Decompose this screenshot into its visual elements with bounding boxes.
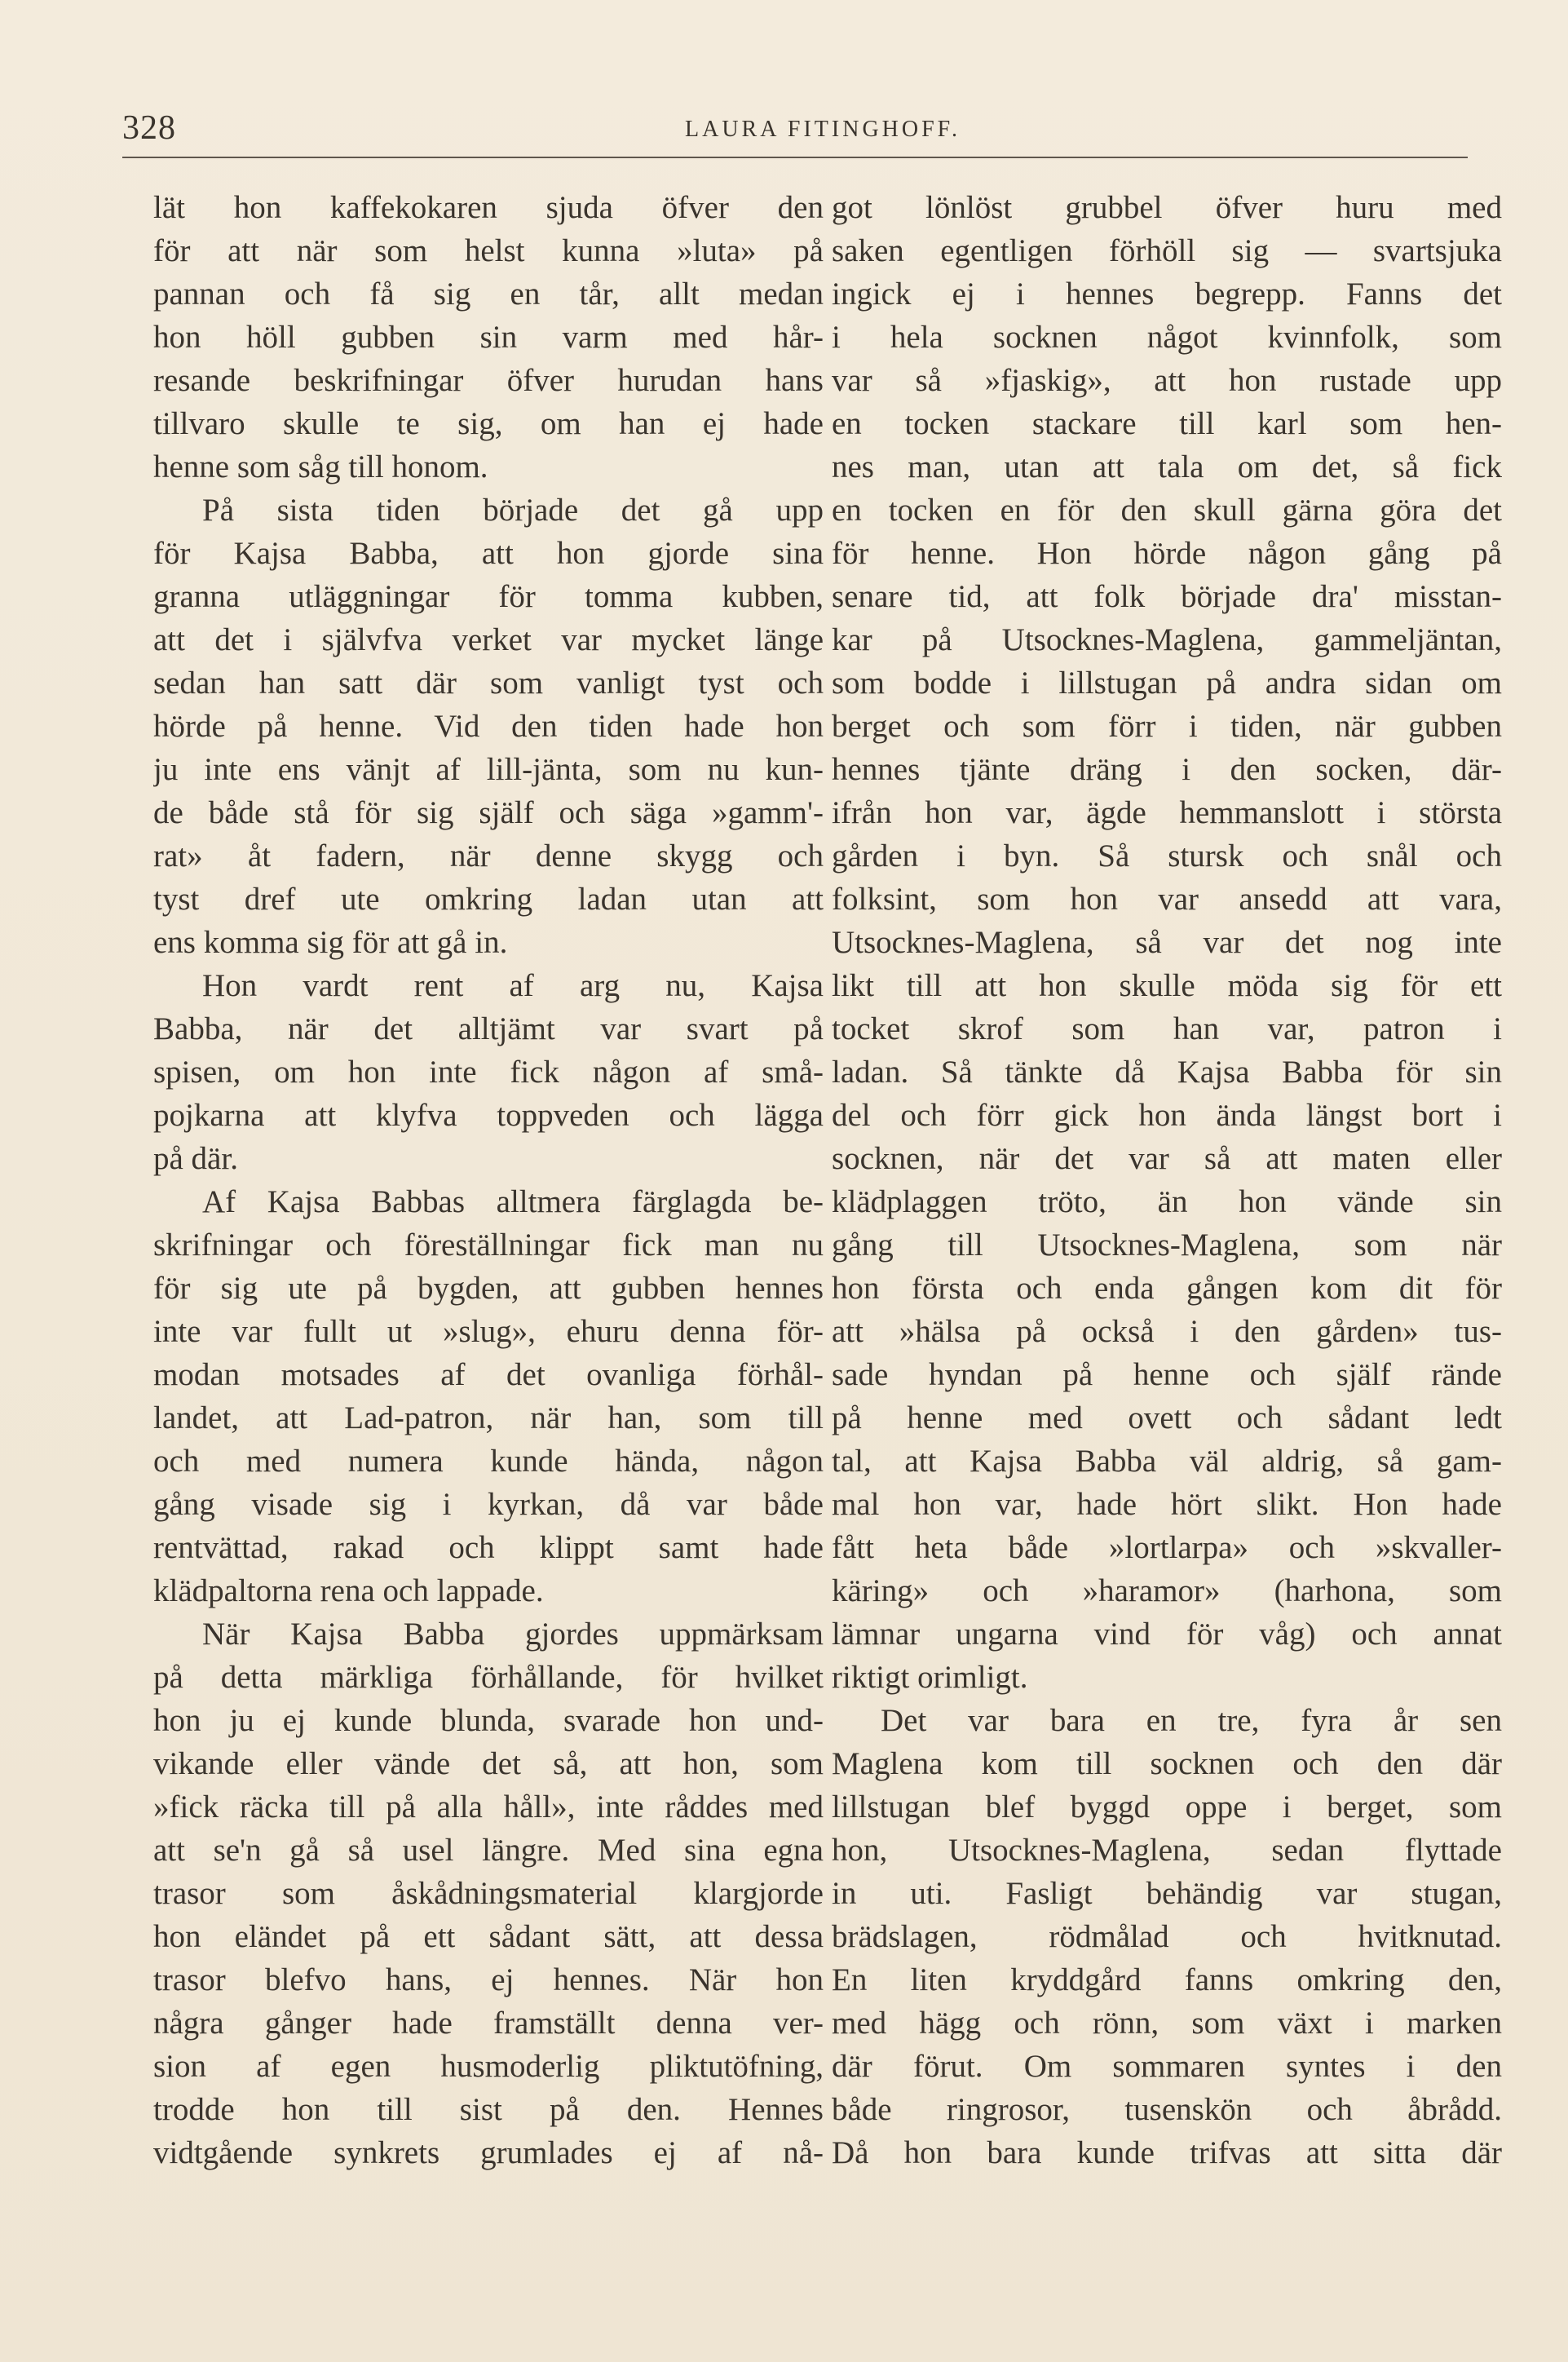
text-line: pannan och få sig en tår, allt medan bbox=[153, 276, 824, 312]
text-line: sion af egen husmoderlig pliktutöfning, bbox=[153, 2049, 824, 2084]
text-line: ladan. Så tänkte då Kajsa Babba för sin bbox=[832, 1055, 1502, 1090]
text-line: berget och som förr i tiden, när gubben bbox=[832, 709, 1502, 744]
text-line: nes man, utan att tala om det, så fick bbox=[832, 449, 1502, 484]
text-line: saken egentligen förhöll sig — svartsjuka bbox=[832, 233, 1502, 268]
text-line: klädplaggen tröto, än hon vände sin bbox=[832, 1184, 1502, 1219]
text-line: trodde hon till sist på den. Hennes bbox=[153, 2092, 824, 2127]
text-line: På sista tiden började det gå upp bbox=[202, 493, 824, 528]
text-line: brädslagen, rödmålad och hvitknutad. bbox=[832, 1919, 1502, 1954]
text-line: fått heta både »lortlarpa» och »skvaller- bbox=[832, 1530, 1502, 1565]
text-line: resande beskrifningar öfver hurudan hans bbox=[153, 363, 824, 398]
text-line: ju inte ens vänjt af lill-jänta, som nu kun- bbox=[153, 752, 824, 787]
text-line: gården i byn. Så stursk och snål och bbox=[832, 838, 1502, 874]
text-line: granna utläggningar för tomma kubben, bbox=[153, 579, 824, 614]
text-line: på där. bbox=[153, 1141, 238, 1176]
text-line: spisen, om hon inte fick någon af små- bbox=[153, 1055, 824, 1090]
text-line: pojkarna att klyfva toppveden och lägga bbox=[153, 1098, 824, 1133]
text-line: hon ju ej kunde blunda, svarade hon und- bbox=[153, 1703, 824, 1738]
text-line: rentvättad, rakad och klippt samt hade bbox=[153, 1530, 824, 1565]
text-line: de både stå för sig själf och säga »gamm'- bbox=[153, 795, 824, 830]
text-line: en tocken stackare till karl som hen- bbox=[832, 406, 1502, 441]
text-line: hon, Utsocknes-Maglena, sedan flyttade bbox=[832, 1833, 1502, 1868]
text-line: hon eländet på ett sådant sätt, att dessa bbox=[153, 1919, 824, 1954]
left-column bbox=[153, 186, 824, 2174]
text-line: henne som såg till honom. bbox=[153, 449, 488, 484]
text-line: riktigt orimligt. bbox=[832, 1660, 1028, 1695]
right-column bbox=[832, 186, 1502, 2174]
text-line: vikande eller vände det så, att hon, som bbox=[153, 1746, 824, 1781]
text-line: tyst dref ute omkring ladan utan att bbox=[153, 882, 824, 917]
text-line: senare tid, att folk började dra' misstan- bbox=[832, 579, 1502, 614]
text-line: hon första och enda gången kom dit för bbox=[832, 1271, 1502, 1306]
text-line: Då hon bara kunde trifvas att sitta där bbox=[832, 2135, 1502, 2170]
text-line: lät hon kaffekokaren sjuda öfver den bbox=[153, 190, 824, 225]
text-line: med hägg och rönn, som växt i marken bbox=[832, 2006, 1502, 2041]
text-line: både ringrosor, tusenskön och åbrådd. bbox=[832, 2092, 1502, 2127]
text-line: Af Kajsa Babbas alltmera färglagda be- bbox=[202, 1184, 824, 1219]
text-line: var så »fjaskig», att hon rustade upp bbox=[832, 363, 1502, 398]
text-line: in uti. Fasligt behändig var stugan, bbox=[832, 1876, 1502, 1911]
text-line: Maglena kom till socknen och den där bbox=[832, 1746, 1502, 1781]
text-line: landet, att Lad-patron, när han, som till bbox=[153, 1400, 824, 1435]
text-line: »fick räcka till på alla håll», inte råddes med bbox=[153, 1789, 824, 1825]
text-line: käring» och »haramor» (harhona, som bbox=[832, 1573, 1502, 1608]
text-line: att »hälsa på också i den gården» tus- bbox=[832, 1314, 1502, 1349]
text-line: trasor blefvo hans, ej hennes. När hon bbox=[153, 1962, 824, 1997]
text-line: som bodde i lillstugan på andra sidan om bbox=[832, 666, 1502, 701]
header-rule bbox=[122, 157, 1468, 158]
text-line: för att när som helst kunna »luta» på bbox=[153, 233, 824, 268]
text-line: hon höll gubben sin varm med hår- bbox=[153, 320, 824, 355]
text-line: Hon vardt rent af arg nu, Kajsa bbox=[202, 968, 824, 1003]
text-line: tocket skrof som han var, patron i bbox=[832, 1011, 1502, 1046]
text-line: lillstugan blef byggd oppe i berget, som bbox=[832, 1789, 1502, 1825]
text-line: på henne med ovett och sådant ledt bbox=[832, 1400, 1502, 1435]
text-line: skrifningar och föreställningar fick man nu bbox=[153, 1227, 824, 1263]
page-header bbox=[122, 108, 1468, 156]
text-line: tillvaro skulle te sig, om han ej hade bbox=[153, 406, 824, 441]
text-line: hennes tjänte dräng i den socken, där- bbox=[832, 752, 1502, 787]
text-line: några gånger hade framställt denna ver- bbox=[153, 2006, 824, 2041]
text-line: modan motsades af det ovanliga förhål- bbox=[153, 1357, 824, 1392]
text-line: där förut. Om sommaren syntes i den bbox=[832, 2049, 1502, 2084]
page-number: 328 bbox=[122, 109, 176, 147]
text-line: vidtgående synkrets grumlades ej af nå- bbox=[153, 2135, 824, 2170]
text-line: ens komma sig för att gå in. bbox=[153, 925, 508, 960]
text-line: för henne. Hon hörde någon gång på bbox=[832, 536, 1502, 571]
text-line: got lönlöst grubbel öfver huru med bbox=[832, 190, 1502, 225]
text-line: sedan han satt där som vanligt tyst och bbox=[153, 666, 824, 701]
text-line: lämnar ungarna vind för våg) och annat bbox=[832, 1617, 1502, 1652]
text-line: en tocken en för den skull gärna göra det bbox=[832, 493, 1502, 528]
text-line: När Kajsa Babba gjordes uppmärksam bbox=[202, 1617, 824, 1652]
text-line: En liten kryddgård fanns omkring den, bbox=[832, 1962, 1502, 1997]
running-head: LAURA FITINGHOFF. bbox=[685, 117, 961, 142]
text-line: på detta märkliga förhållande, för hvilket bbox=[153, 1660, 824, 1695]
text-line: inte var fullt ut »slug», ehuru denna för- bbox=[153, 1314, 824, 1349]
text-line: ifrån hon var, ägde hemmanslott i största bbox=[832, 795, 1502, 830]
text-line: i hela socknen något kvinnfolk, som bbox=[832, 320, 1502, 355]
text-line: att det i självfva verket var mycket länge bbox=[153, 622, 824, 657]
text-line: och med numera kunde hända, någon bbox=[153, 1444, 824, 1479]
text-line: rat» åt fadern, när denne skygg och bbox=[153, 838, 824, 874]
text-line: för sig ute på bygden, att gubben hennes bbox=[153, 1271, 824, 1306]
text-line: Babba, när det alltjämt var svart på bbox=[153, 1011, 824, 1046]
text-line: klädpaltorna rena och lappade. bbox=[153, 1573, 544, 1608]
text-line: socknen, när det var så att maten eller bbox=[832, 1141, 1502, 1176]
text-line: folksint, som hon var ansedd att vara, bbox=[832, 882, 1502, 917]
text-line: Utsocknes-Maglena, så var det nog inte bbox=[832, 925, 1502, 960]
text-line: hörde på henne. Vid den tiden hade hon bbox=[153, 709, 824, 744]
text-line: del och förr gick hon ända längst bort i bbox=[832, 1098, 1502, 1133]
text-line: kar på Utsocknes-Maglena, gammeljäntan, bbox=[832, 622, 1502, 657]
text-line: sade hyndan på henne och själf rände bbox=[832, 1357, 1502, 1392]
text-line: för Kajsa Babba, att hon gjorde sina bbox=[153, 536, 824, 571]
text-line: Det var bara en tre, fyra år sen bbox=[881, 1703, 1502, 1738]
text-line: likt till att hon skulle möda sig för ett bbox=[832, 968, 1502, 1003]
text-line: ingick ej i hennes begrepp. Fanns det bbox=[832, 276, 1502, 312]
text-line: tal, att Kajsa Babba väl aldrig, så gam- bbox=[832, 1444, 1502, 1479]
text-line: gång till Utsocknes-Maglena, som när bbox=[832, 1227, 1502, 1263]
text-line: trasor som åskådningsmaterial klargjorde bbox=[153, 1876, 824, 1911]
text-line: gång visade sig i kyrkan, då var både bbox=[153, 1487, 824, 1522]
text-line: mal hon var, hade hört slikt. Hon hade bbox=[832, 1487, 1502, 1522]
text-line: att se'n gå så usel längre. Med sina egna bbox=[153, 1833, 824, 1868]
